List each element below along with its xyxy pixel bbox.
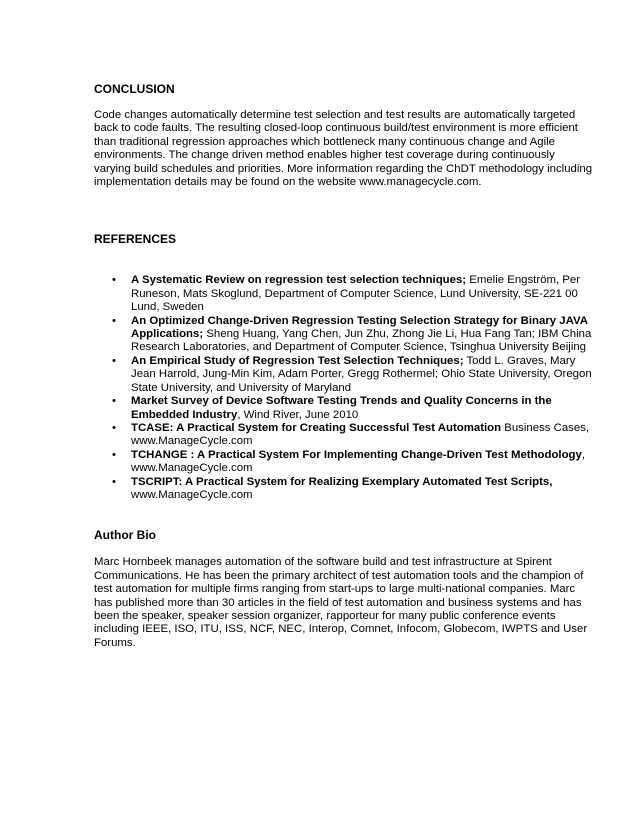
document-content xyxy=(94,82,594,650)
reference-details: Business Cases, www.ManageCycle.com xyxy=(131,421,590,448)
reference-details: Sheng Huang, Yang Chen, Jun Zhu, Zhong Jie Li, Hua Fang Tan; IBM China Research Laboratories, and Department of Computer Science, Tsinghua University Beijing xyxy=(131,328,592,354)
reference-title: An Optimized Change-Driven Regression Testing Selection Strategy for Binary JAVA Applications; xyxy=(131,314,588,341)
reference-title: TSCRIPT: A Practical System for Realizing Exemplary Automated Test Scripts, xyxy=(131,475,553,488)
reference-details: , www.ManageCycle.com xyxy=(131,448,586,475)
reference-title: TCASE: A Practical System for Creating Successful Test Automation xyxy=(131,421,502,434)
references-list xyxy=(94,274,594,502)
bullet-icon: • xyxy=(112,314,116,327)
reference-item-5 xyxy=(112,421,594,449)
reference-item-1 xyxy=(112,274,594,314)
reference-item-3 xyxy=(112,354,594,395)
reference-title: An Empirical Study of Regression Test Selection Techniques; xyxy=(131,354,464,367)
reference-item-4 xyxy=(112,395,594,422)
bullet-icon: • xyxy=(112,475,116,488)
reference-title: TCHANGE : A Practical System For Implementing Change-Driven Test Methodology xyxy=(131,448,582,461)
bullet-icon: • xyxy=(112,421,116,434)
bullet-icon: • xyxy=(112,395,116,408)
author-bio-paragraph: Marc Hornbeek manages automation of the software build and test infrastructure at Spirent Communications. He has been the primary architect of test automation tools and the champion of test automation for multiple firms ranging from start-ups to large multi-national companies. Marc has published more than 30 articles in the field of test automation and business systems and has been the speaker, speaker session organizer, rapporteur for many public conference events including IEEE, ISO, ITU, ISS, NCF, NEC, Interop, Comnet, Infocom, Globecom, IWPTS and User Forums. xyxy=(94,556,588,649)
reference-item-2 xyxy=(112,314,594,355)
conclusion-paragraph: Code changes automatically determine test selection and test results are automatically targeted back to code faults. The resulting closed-loop continuous build/test environment is more efficient than traditional regression approaches which bottleneck many continuous change and Agile environments. The change driven method enables higher test coverage during continuously varying build schedules and priorities. More information regarding the ChDT methodology including implementation details may be found on the website www.managecycle.com. xyxy=(94,109,593,189)
reference-details: Emelie Engström, Per Runeson, Mats Skoglund, Department of Computer Science, Lund University, SE-221 00 Lund, Sweden xyxy=(131,274,581,314)
reference-details: Todd L. Graves, Mary Jean Harrold, Jung-Min Kim, Adam Porter, Gregg Rothermel; Ohio State University, Oregon State University, and University of Maryland xyxy=(131,354,592,394)
reference-item-7 xyxy=(112,475,594,503)
bullet-icon: • xyxy=(112,354,116,367)
reference-title: A Systematic Review on regression test selection techniques; xyxy=(131,274,467,287)
reference-item-6 xyxy=(112,448,594,476)
bullet-icon: • xyxy=(112,274,116,287)
reference-title: Market Survey of Device Software Testing Trends and Quality Concerns in the Embedded Industry xyxy=(131,395,552,421)
reference-details: www.ManageCycle.com xyxy=(131,488,253,501)
bullet-icon: • xyxy=(112,448,116,461)
conclusion-heading: CONCLUSION xyxy=(94,82,175,96)
author-bio-heading: Author Bio xyxy=(94,528,156,543)
references-heading: REFERENCES xyxy=(94,232,177,247)
reference-details: , Wind River, June 2010 xyxy=(237,408,359,421)
